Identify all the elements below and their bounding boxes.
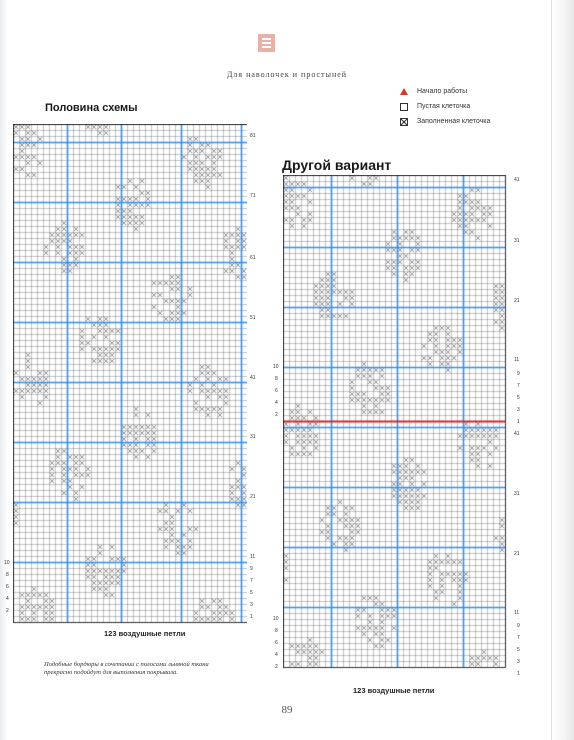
row-label: 1 — [250, 614, 253, 620]
row-label: 41 — [514, 177, 520, 183]
row-label: 2 — [6, 608, 9, 614]
row-label: 5 — [517, 395, 520, 401]
row-label: 7 — [517, 383, 520, 389]
right-crochet-chart-grid — [283, 175, 509, 672]
row-label: 6 — [6, 584, 9, 590]
row-label: 10 — [273, 364, 279, 370]
row-label: 8 — [6, 572, 9, 578]
legend-label: Начало работы — [417, 88, 468, 95]
row-label: 61 — [250, 255, 256, 261]
row-label: 2 — [275, 412, 278, 418]
row-label: 41 — [514, 431, 520, 437]
row-label: 21 — [514, 551, 520, 557]
row-label: 21 — [514, 298, 520, 304]
row-label: 1 — [517, 419, 520, 425]
filled-cell-icon — [400, 118, 408, 126]
legend-label: Пустая клеточка — [417, 103, 471, 110]
row-label: 71 — [250, 193, 256, 199]
row-label: 5 — [250, 590, 253, 596]
row-label: 9 — [250, 566, 253, 572]
row-label: 2 — [275, 664, 278, 670]
legend-item-start — [400, 84, 490, 99]
row-label: 3 — [517, 407, 520, 413]
left-crochet-chart-grid — [13, 124, 247, 624]
row-label: 4 — [275, 652, 278, 658]
row-label: 41 — [250, 375, 256, 381]
row-label: 31 — [514, 491, 520, 497]
red-triangle-icon — [400, 88, 408, 95]
left-chart-title: Половина схемы — [45, 102, 138, 114]
legend-label: Заполненная клеточка — [417, 118, 491, 125]
right-chart-title: Другой вариант — [282, 157, 392, 173]
row-label: 4 — [6, 596, 9, 602]
row-label: 11 — [250, 554, 256, 560]
row-label: 31 — [514, 238, 520, 244]
row-label: 51 — [250, 315, 256, 321]
row-label: 81 — [250, 133, 256, 139]
row-label: 8 — [275, 376, 278, 382]
row-label: 21 — [250, 494, 256, 500]
row-label: 7 — [250, 578, 253, 584]
row-label: 6 — [275, 640, 278, 646]
caption: Подобные бордюры в сочетании с полосами льняной ткани прекрасно подойдут для выполнения покрывала. — [44, 661, 209, 676]
row-label: 3 — [517, 659, 520, 665]
right-chart-footer: 123 воздушные петли — [353, 686, 435, 695]
page-number: 89 — [281, 704, 293, 716]
legend-item-filled — [400, 114, 490, 129]
row-label: 3 — [250, 602, 253, 608]
row-label: 6 — [275, 388, 278, 394]
page-spine-shadow — [551, 0, 574, 740]
row-label: 11 — [514, 610, 520, 616]
row-label: 4 — [275, 400, 278, 406]
row-label: 10 — [273, 616, 279, 622]
empty-cell-icon — [400, 103, 408, 111]
book-logo-icon — [258, 34, 275, 52]
row-label: 31 — [250, 434, 256, 440]
legend-item-empty — [400, 99, 490, 114]
row-label: 9 — [517, 623, 520, 629]
left-chart-footer: 123 воздушные петли — [104, 629, 186, 638]
legend — [400, 84, 490, 129]
running-head: Для наволочек и простыней — [226, 70, 348, 79]
page-left-edge — [0, 0, 8, 740]
row-label: 11 — [514, 357, 520, 363]
row-label: 7 — [517, 635, 520, 641]
row-label: 1 — [517, 671, 520, 677]
row-label: 9 — [517, 371, 520, 377]
row-label: 8 — [275, 628, 278, 634]
row-label: 10 — [4, 560, 10, 566]
row-label: 5 — [517, 647, 520, 653]
